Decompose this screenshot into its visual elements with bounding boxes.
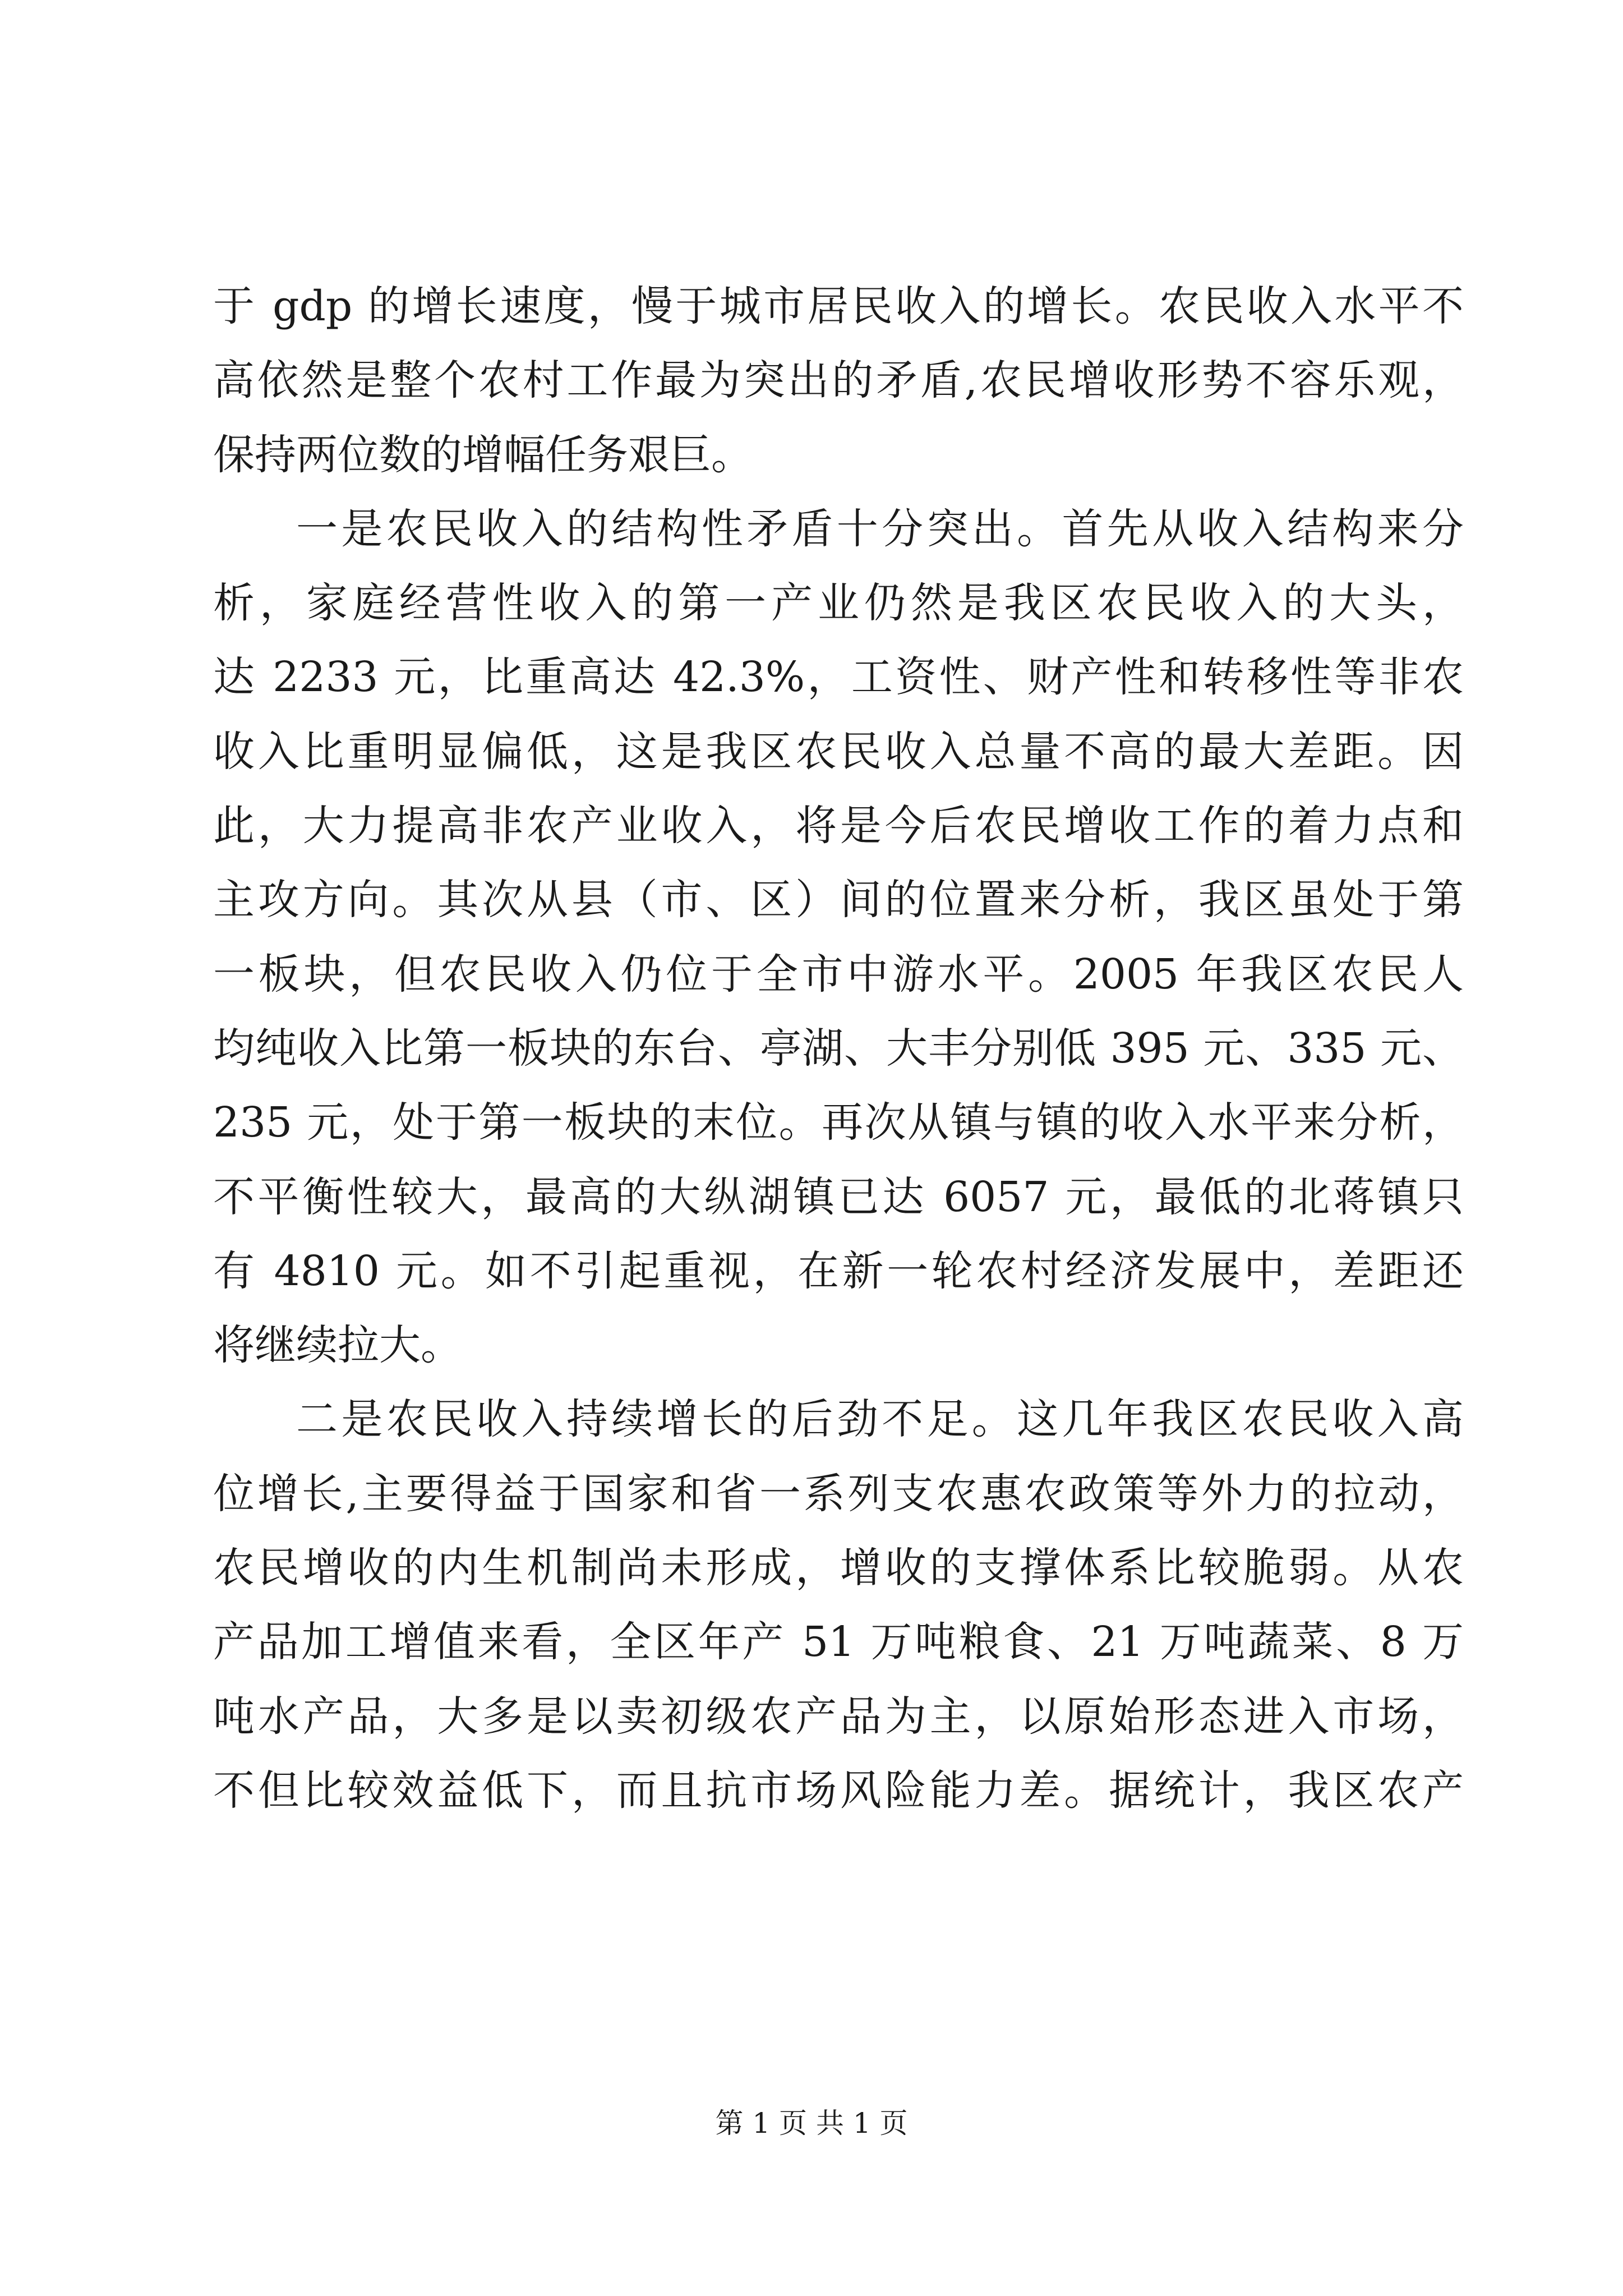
text-line: 收入比重明显偏低，这是我区农民收入总量不高的最大差距。因 xyxy=(213,727,1464,776)
text-line: 主攻方向。其次从县（市、区）间的位置来分析，我区虽处于第 xyxy=(213,876,1464,924)
text-line: 此，大力提高非农产业收入，将是今后农民增收工作的着力点和 xyxy=(213,802,1464,850)
paragraph-2 xyxy=(213,492,1464,1383)
document-body xyxy=(213,269,1464,1828)
paragraph-3 xyxy=(213,1382,1464,1828)
text-line: 一是农民收入的结构性矛盾十分突出。首先从收入结构来分 xyxy=(296,504,1464,553)
text-line: 达 2233 元，比重高达 42.3%，工资性、财产性和转移性等非农 xyxy=(213,653,1464,702)
page-footer: 第 1 页 共 1 页 xyxy=(715,2107,908,2139)
text-line: 保持两位数的增幅任务艰巨。 xyxy=(213,430,753,479)
text-line: 位增长,主要得益于国家和省一系列支农惠农政策等外力的拉动， xyxy=(213,1469,1464,1518)
text-line: 吨水产品，大多是以卖初级农产品为主，以原始形态进入市场， xyxy=(213,1692,1464,1741)
text-line: 将继续拉大。 xyxy=(213,1321,462,1370)
text-line: 于 gdp 的增长速度，慢于城市居民收入的增长。农民收入水平不 xyxy=(213,282,1464,330)
text-line: 产品加工增值来看，全区年产 51 万吨粮食、21 万吨蔬菜、8 万 xyxy=(213,1618,1464,1667)
paragraph-1 xyxy=(213,269,1464,492)
text-line: 235 元，处于第一板块的末位。再次从镇与镇的收入水平来分析， xyxy=(213,1098,1464,1147)
text-line: 有 4810 元。如不引起重视，在新一轮农村经济发展中，差距还 xyxy=(213,1246,1464,1295)
text-line: 析，家庭经营性收入的第一产业仍然是我区农民收入的大头， xyxy=(213,579,1464,628)
text-line: 高依然是整个农村工作最为突出的矛盾,农民增收形势不容乐观， xyxy=(213,356,1464,405)
text-line: 一板块，但农民收入仍位于全市中游水平。2005 年我区农民人 xyxy=(213,950,1464,999)
text-line: 二是农民收入持续增长的后劲不足。这几年我区农民收入高 xyxy=(296,1395,1464,1444)
text-line: 不但比较效益低下，而且抗市场风险能力差。据统计，我区农产 xyxy=(213,1766,1464,1815)
text-line: 农民增收的内生机制尚未形成，增收的支撑体系比较脆弱。从农 xyxy=(213,1544,1464,1593)
text-line: 不平衡性较大，最高的大纵湖镇已达 6057 元，最低的北蒋镇只 xyxy=(213,1172,1464,1221)
text-line: 均纯收入比第一板块的东台、亭湖、大丰分别低 395 元、335 元、 xyxy=(213,1024,1464,1073)
